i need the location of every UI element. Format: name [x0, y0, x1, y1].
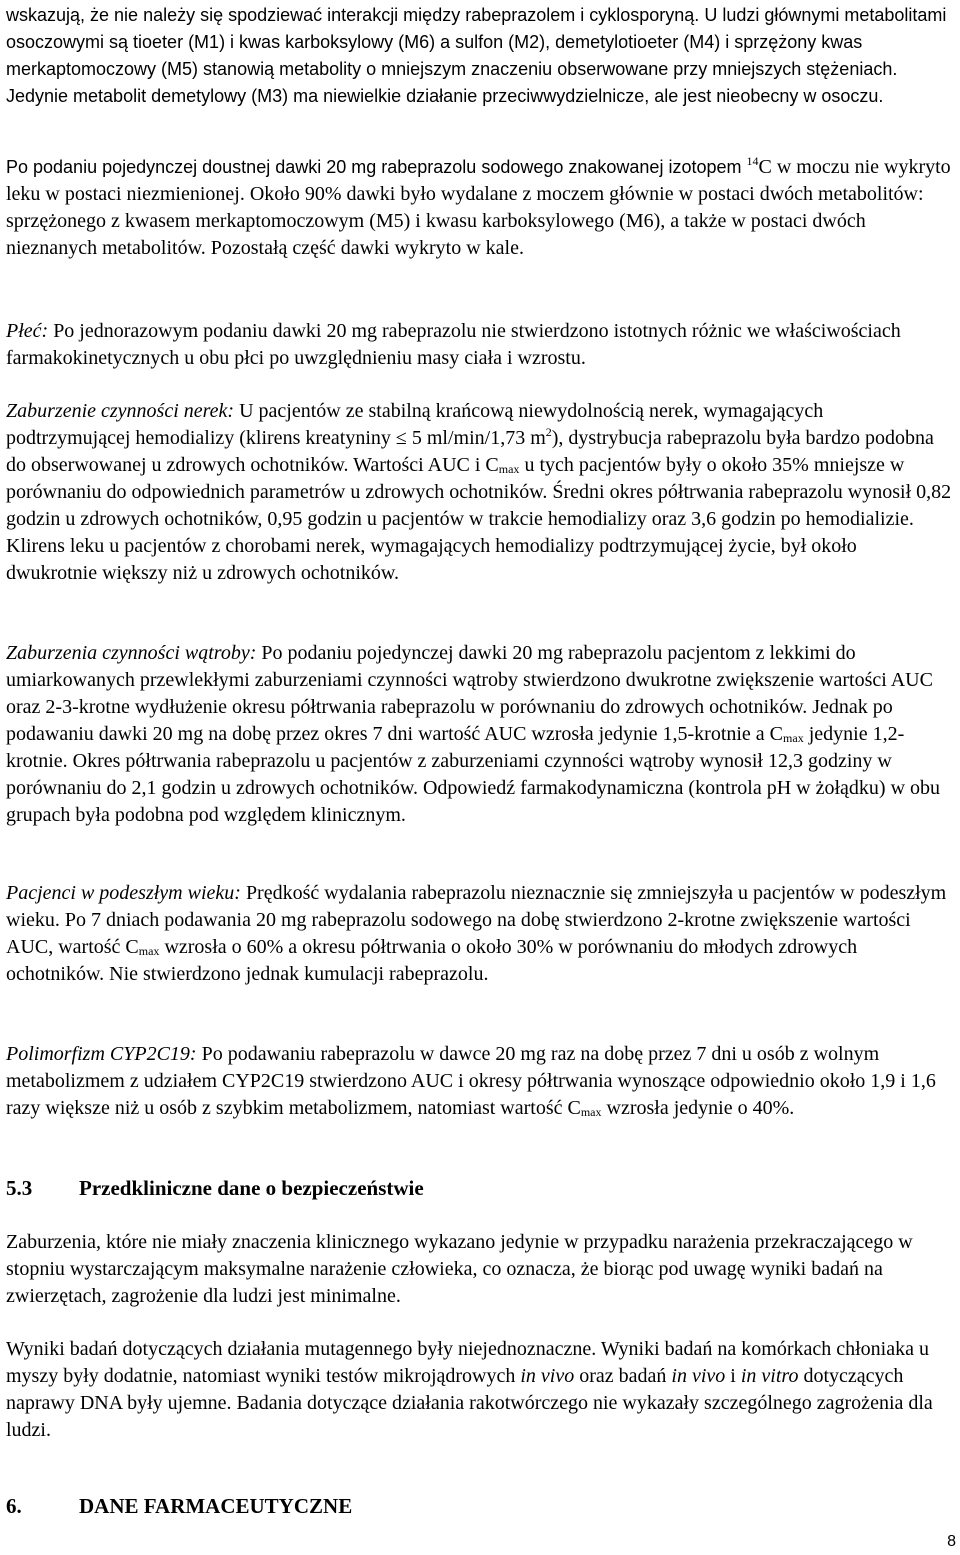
hepatic-label: Zaburzenia czynności wątroby: [6, 642, 257, 664]
paragraph-mutagenic [6, 1336, 952, 1444]
paragraph-sex [6, 318, 952, 372]
paragraph-preclinical: Zaburzenia, które nie miały znaczenia klinicznego wykazano jedynie w przypadku narażenia przekraczającego w stopniu wystarczającym maksymalne narażenie człowieka, co oznacza, że biorąc pod uwagę wyniki badań na zwierzętach, zagrożenie dla ludzi jest minimalne. [6, 1231, 913, 1307]
elderly-label: Pacjenci w podeszłym wieku: [6, 882, 241, 904]
paragraph-metabolites [6, 2, 952, 110]
renal-text-c: ), dystrybucja rabeprazolu była bardzo podobna do obserwowanej u zdrowych ochotników. Wartości AUC i C [6, 427, 934, 476]
section-title: Przedkliniczne dane o bezpieczeństwie [79, 1176, 424, 1200]
paragraph-renal [6, 398, 952, 587]
section-heading-5-3 [6, 1176, 424, 1201]
paragraph-cyp2c19 [6, 1041, 952, 1122]
section-number: 5.3 [6, 1176, 33, 1200]
excretion-text-c: Około 90% dawki było wydalane z moczem głównie w postaci dwóch metabolitów: sprzężonego z kwasem merkaptomoczowym (M5) i kwasu karboksylowego (M6), a także w postaci dwóch nieznanych metabolitów. Pozostałą część dawki wykryto w kale. [6, 183, 924, 259]
less-equal-symbol: ≤ [395, 427, 407, 449]
renal-label: Zaburzenie czynności nerek: [6, 400, 235, 422]
in-vitro-term: in vitro [740, 1365, 799, 1387]
cmax-subscript: max [783, 731, 804, 745]
isotope-superscript: 14 [746, 154, 759, 168]
in-vivo-term: in vivo [671, 1365, 726, 1387]
elderly-text-b: wzrosła o 60% a okresu półtrwania o około 30% w porównaniu do młodych zdrowych ochotników. Nie stwierdzono jednak kumulacji rabeprazolu. [6, 936, 858, 985]
renal-text-b: 5 ml/min/1,73 m [406, 427, 546, 449]
section-heading-6 [6, 1494, 352, 1519]
paragraph-hepatic [6, 640, 952, 829]
in-vivo-term: in vivo [520, 1365, 575, 1387]
hepatic-text-b: jedynie 1,2-krotnie. Okres półtrwania rabeprazolu u pacjentów z zaburzeniami czynności wątroby wynosił 12,3 godziny w porównaniu do 2,1 godzin u zdrowych ochotników. Odpowiedź farmakodynamiczna (kontrola pH w żołądku) w obu grupach była podobna pod względem klinicznym. [6, 723, 941, 826]
cyp2c19-label: Polimorfizm CYP2C19: [6, 1043, 197, 1065]
mutagenic-text-a: Wyniki badań dotyczących działania mutagennego były niejednoznaczne. Wyniki badań na komórkach chłoniaka u myszy były dodatnie, natomiast wyniki testów mikrojądrowych [6, 1338, 929, 1387]
hepatic-text-a: Po podaniu pojedynczej dawki 20 mg rabeprazolu pacjentom z lekkimi do umiarkowanych przewlekłymi zaburzeniami czynności wątroby stwierdzono dwukrotne zwiększenie wartości AUC oraz 2-3-krotne wydłużenie okresu półtrwania rabeprazolu w porównaniu do zdrowych ochotników. Jednak po podawaniu dawki 20 mg na dobę przez okres 7 dni wartość AUC wzrosła jedynie 1,5-krotnie a C [6, 642, 933, 745]
mutagenic-text-c: i [725, 1365, 741, 1387]
renal-text-a: U pacjentów ze stabilną krańcową niewydolnością nerek, wymagających podtrzymującej hemodializy (klirens kreatyniny [6, 400, 824, 449]
section-title: DANE FARMACEUTYCZNE [79, 1494, 353, 1518]
cyclosporine-sentence: wskazują, że nie należy się spodziewać interakcji między rabeprazolem i cyklosporyną. [6, 5, 700, 25]
cmax-subscript: max [580, 1105, 602, 1119]
m2-superscript: 2 [545, 425, 552, 439]
cmax-subscript: max [498, 462, 520, 476]
sex-text: Po jednorazowym podaniu dawki 20 mg rabeprazolu nie stwierdzono istotnych różnic we właściwościach farmakokinetycznych u obu płci po uwzględnieniu masy ciała i wzrostu. [6, 320, 901, 369]
cyp2c19-text-b: wzrosła jedynie o 40%. [601, 1097, 795, 1119]
excretion-text-b: C w moczu nie wykryto leku w postaci niezmienionej. [6, 156, 951, 205]
cyp2c19-text-a: Po podawaniu rabeprazolu w dawce 20 mg raz na dobę przez 7 dni u osób z wolnym metabolizmem z udziałem CYP2C19 stwierdzono AUC i okresy półtrwania wynoszące odpowiednio około 1,9 i 1,6 razy większe niż u osób z szybkim metabolizmem, natomiast wartość C [6, 1043, 936, 1119]
page-number: 8 [947, 1533, 956, 1550]
metabolites-text: U ludzi głównymi metabolitami osoczowymi są tioeter (M1) i kwas karboksylowy (M6) a sulfon (M2), demetylotioeter (M4) i sprzężony kwas merkaptomoczowy (M5) stanowią metabolity o mniejszym znaczeniu obserwowane przy mniejszych stężeniach. Jedynie metabolit demetylowy (M3) ma niewielkie działanie przeciwwydzielnicze, ale jest nieobecny w osoczu. [6, 5, 947, 106]
elderly-text-a: Prędkość wydalania rabeprazolu nieznacznie się zmniejszyła u pacjentów w podeszłym wieku. Po 7 dniach podawania 20 mg rabeprazolu sodowego na dobę stwierdzono 2-krotne zwiększenie wartości AUC, wartość C [6, 882, 947, 958]
mutagenic-text-b: oraz badań [574, 1365, 672, 1387]
excretion-text-a: Po podaniu pojedynczej doustnej dawki 20 mg rabeprazolu sodowego znakowanej izotopem [6, 157, 747, 177]
cmax-subscript: max [138, 944, 160, 958]
sex-label: Płeć: [6, 320, 49, 342]
paragraph-elderly [6, 880, 952, 988]
paragraph-excretion [6, 154, 952, 262]
section-number: 6. [6, 1494, 22, 1518]
renal-text-d: u tych pacjentów były o około 35% mniejsze w porównaniu do odpowiednich parametrów u zdrowych ochotników. Średni okres półtrwania rabeprazolu wynosił 0,82 godzin u zdrowych ochotników, 0,95 godzin u pacjentów w trakcie hemodializy oraz 3,6 godzin po hemodializie. Klirens leku u pacjentów z chorobami nerek, wymagających hemodializy podtrzymującej życie, był około dwukrotnie większy niż u zdrowych ochotników. [6, 454, 952, 584]
mutagenic-text-d: dotyczących naprawy DNA były ujemne. Badania dotyczące działania rakotwórczego nie wykazały szczególnego zagrożenia dla ludzi. [6, 1365, 933, 1441]
